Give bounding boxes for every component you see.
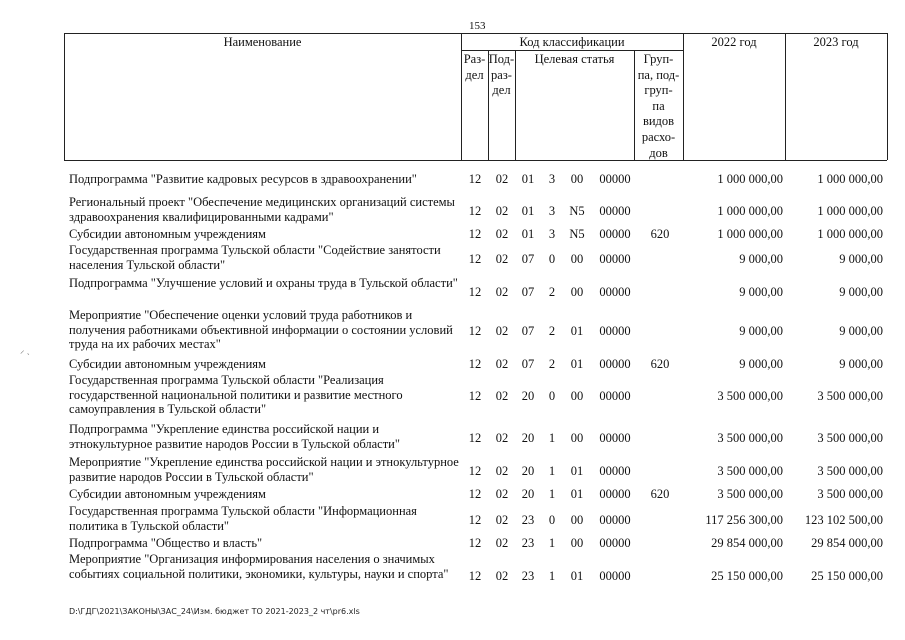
row-section: 12: [468, 513, 482, 527]
row-measure: 00: [570, 389, 584, 403]
row-direction: 00000: [599, 324, 631, 338]
row-amount-2023: 3 500 000,00: [817, 389, 883, 403]
row-direction: 00000: [599, 252, 631, 266]
row-measure: 00: [570, 513, 584, 527]
row-direction: 00000: [599, 357, 631, 371]
row-subsection: 02: [495, 513, 509, 527]
row-amount-2022: 9 000,00: [739, 252, 783, 266]
row-subprogram: 0: [548, 252, 556, 266]
row-measure: N5: [569, 204, 585, 218]
row-subprogram: 1: [548, 464, 556, 478]
row-amount-2023: 9 000,00: [839, 357, 883, 371]
row-name: Государственная программа Тульской области "Информационная политика в Тульской области": [69, 504, 417, 533]
row-direction: 00000: [599, 464, 631, 478]
row-amount-2022: 3 500 000,00: [717, 464, 783, 478]
row-subsection: 02: [495, 172, 509, 186]
row-expense-group: 620: [650, 487, 670, 501]
row-section: 12: [468, 536, 482, 550]
header-year-2023: 2023 год: [813, 35, 859, 49]
row-name: Мероприятие "Обеспечение оценки условий труда работников и получения работниками объективной информации о состоянии условий труда на их рабочих местах": [69, 308, 453, 352]
row-subprogram: 1: [548, 487, 556, 501]
row-subprogram: 2: [548, 357, 556, 371]
row-amount-2022: 29 854 000,00: [711, 536, 783, 550]
row-amount-2022: 9 000,00: [739, 357, 783, 371]
row-measure: 00: [570, 252, 584, 266]
row-name: Подпрограмма "Развитие кадровых ресурсов в здравоохранении": [69, 172, 417, 186]
file-path-footer: D:\ГДГ\2021\ЗАКОНЫ\ЗАС_24\Изм. бюджет ТО 2021-2023_2 чт\pr6.xls: [69, 607, 360, 616]
row-direction: 00000: [599, 389, 631, 403]
row-subsection: 02: [495, 324, 509, 338]
row-name: Подпрограмма "Улучшение условий и охраны труда в Тульской области": [69, 276, 458, 290]
row-amount-2023: 123 102 500,00: [804, 513, 883, 527]
row-section: 12: [468, 357, 482, 371]
row-subprogram: 1: [548, 431, 556, 445]
row-program: 07: [521, 357, 535, 371]
row-amount-2022: 1 000 000,00: [717, 204, 783, 218]
row-subsection: 02: [495, 204, 509, 218]
row-subprogram: 3: [548, 172, 556, 186]
row-subprogram: 1: [548, 569, 556, 583]
row-expense-group: 620: [650, 357, 670, 371]
row-program: 01: [521, 227, 535, 241]
row-amount-2022: 117 256 300,00: [705, 513, 783, 527]
row-name: Региональный проект "Обеспечение медицинских организаций системы здравоохранения квалифицированными кадрами": [69, 195, 455, 224]
row-program: 20: [521, 389, 535, 403]
page-number: 153: [469, 20, 486, 32]
row-amount-2023: 9 000,00: [839, 324, 883, 338]
row-expense-group: 620: [650, 227, 670, 241]
row-subsection: 02: [495, 569, 509, 583]
header-divider: [683, 33, 684, 160]
row-direction: 00000: [599, 172, 631, 186]
header-section: Раз- дел: [463, 52, 486, 82]
row-subsection: 02: [495, 227, 509, 241]
row-subsection: 02: [495, 252, 509, 266]
row-direction: 00000: [599, 204, 631, 218]
row-measure: 01: [570, 487, 584, 501]
row-name: Подпрограмма "Укрепление единства российской нации и этнокультурное развитие народов России в Тульской области": [69, 422, 400, 451]
row-amount-2023: 1 000 000,00: [817, 204, 883, 218]
row-subsection: 02: [495, 285, 509, 299]
header-name: Наименование: [223, 35, 302, 49]
row-amount-2023: 9 000,00: [839, 285, 883, 299]
row-measure: 01: [570, 464, 584, 478]
row-subsection: 02: [495, 389, 509, 403]
header-year-2022: 2022 год: [711, 35, 757, 49]
table-header: [64, 33, 887, 160]
row-section: 12: [468, 569, 482, 583]
row-section: 12: [468, 487, 482, 501]
header-divider: [785, 33, 786, 160]
row-direction: 00000: [599, 569, 631, 583]
row-subsection: 02: [495, 487, 509, 501]
row-amount-2022: 1 000 000,00: [717, 227, 783, 241]
row-amount-2022: 3 500 000,00: [717, 431, 783, 445]
row-measure: 01: [570, 324, 584, 338]
row-program: 20: [521, 487, 535, 501]
row-amount-2023: 3 500 000,00: [817, 464, 883, 478]
row-subprogram: 3: [548, 227, 556, 241]
header-classification: Код классификации: [519, 35, 625, 49]
row-section: 12: [468, 431, 482, 445]
row-name: Подпрограмма "Общество и власть": [69, 536, 263, 550]
header-subsection: Под- раз- дел: [488, 52, 515, 97]
row-subprogram: 0: [548, 513, 556, 527]
row-amount-2022: 3 500 000,00: [717, 389, 783, 403]
row-amount-2023: 1 000 000,00: [817, 227, 883, 241]
row-section: 12: [468, 252, 482, 266]
row-amount-2023: 29 854 000,00: [811, 536, 883, 550]
row-name: Субсидии автономным учреждениям: [69, 487, 266, 501]
header-top-border: [64, 33, 887, 34]
row-amount-2023: 3 500 000,00: [817, 487, 883, 501]
row-direction: 00000: [599, 513, 631, 527]
row-direction: 00000: [599, 536, 631, 550]
row-amount-2022: 9 000,00: [739, 285, 783, 299]
row-program: 23: [521, 569, 535, 583]
row-direction: 00000: [599, 487, 631, 501]
row-amount-2022: 3 500 000,00: [717, 487, 783, 501]
row-section: 12: [468, 227, 482, 241]
row-program: 20: [521, 431, 535, 445]
row-measure: 00: [570, 172, 584, 186]
row-measure: 00: [570, 285, 584, 299]
row-measure: 00: [570, 431, 584, 445]
header-bottom-border: [64, 160, 887, 161]
row-amount-2023: 3 500 000,00: [817, 431, 883, 445]
row-measure: 01: [570, 357, 584, 371]
row-name: Государственная программа Тульской области "Реализация государственной национальной политики и развитие местного самоуправления в Тульской области": [69, 373, 403, 417]
row-subprogram: 0: [548, 389, 556, 403]
row-amount-2023: 25 150 000,00: [811, 569, 883, 583]
row-direction: 00000: [599, 285, 631, 299]
row-name: Мероприятие "Укрепление единства российской нации и этнокультурное развитие народов России в Тульской области": [69, 455, 459, 484]
row-name: Субсидии автономным учреждениям: [69, 227, 266, 241]
row-subprogram: 1: [548, 536, 556, 550]
row-program: 23: [521, 536, 535, 550]
row-program: 07: [521, 324, 535, 338]
row-section: 12: [468, 389, 482, 403]
row-subprogram: 2: [548, 324, 556, 338]
row-program: 01: [521, 172, 535, 186]
row-direction: 00000: [599, 227, 631, 241]
header-expense-group: Груп- па, под- груп- па видов расхо- дов: [637, 52, 680, 160]
row-subprogram: 2: [548, 285, 556, 299]
row-subsection: 02: [495, 357, 509, 371]
row-subsection: 02: [495, 464, 509, 478]
row-subprogram: 3: [548, 204, 556, 218]
row-name: Мероприятие "Организация информирования населения о значимых событиях социальной политики, экономики, культуры, науки и спорта": [69, 552, 449, 581]
row-measure: 00: [570, 536, 584, 550]
row-amount-2023: 1 000 000,00: [817, 172, 883, 186]
row-section: 12: [468, 464, 482, 478]
row-name: Субсидии автономным учреждениям: [69, 357, 266, 371]
row-name: Государственная программа Тульской области "Содействие занятости населения Тульской области": [69, 243, 441, 272]
header-right-border: [887, 33, 888, 160]
row-section: 12: [468, 324, 482, 338]
row-amount-2022: 9 000,00: [739, 324, 783, 338]
scan-mark: ⸝ ˏ: [20, 345, 30, 355]
row-program: 20: [521, 464, 535, 478]
row-section: 12: [468, 172, 482, 186]
row-program: 07: [521, 285, 535, 299]
row-amount-2022: 25 150 000,00: [711, 569, 783, 583]
row-program: 23: [521, 513, 535, 527]
row-measure: 01: [570, 569, 584, 583]
header-left-border: [64, 33, 65, 160]
row-direction: 00000: [599, 431, 631, 445]
row-amount-2022: 1 000 000,00: [717, 172, 783, 186]
row-section: 12: [468, 285, 482, 299]
row-program: 01: [521, 204, 535, 218]
row-amount-2023: 9 000,00: [839, 252, 883, 266]
row-subsection: 02: [495, 536, 509, 550]
row-section: 12: [468, 204, 482, 218]
row-measure: N5: [569, 227, 585, 241]
header-target-article: Целевая статья: [534, 52, 615, 66]
row-program: 07: [521, 252, 535, 266]
row-subsection: 02: [495, 431, 509, 445]
